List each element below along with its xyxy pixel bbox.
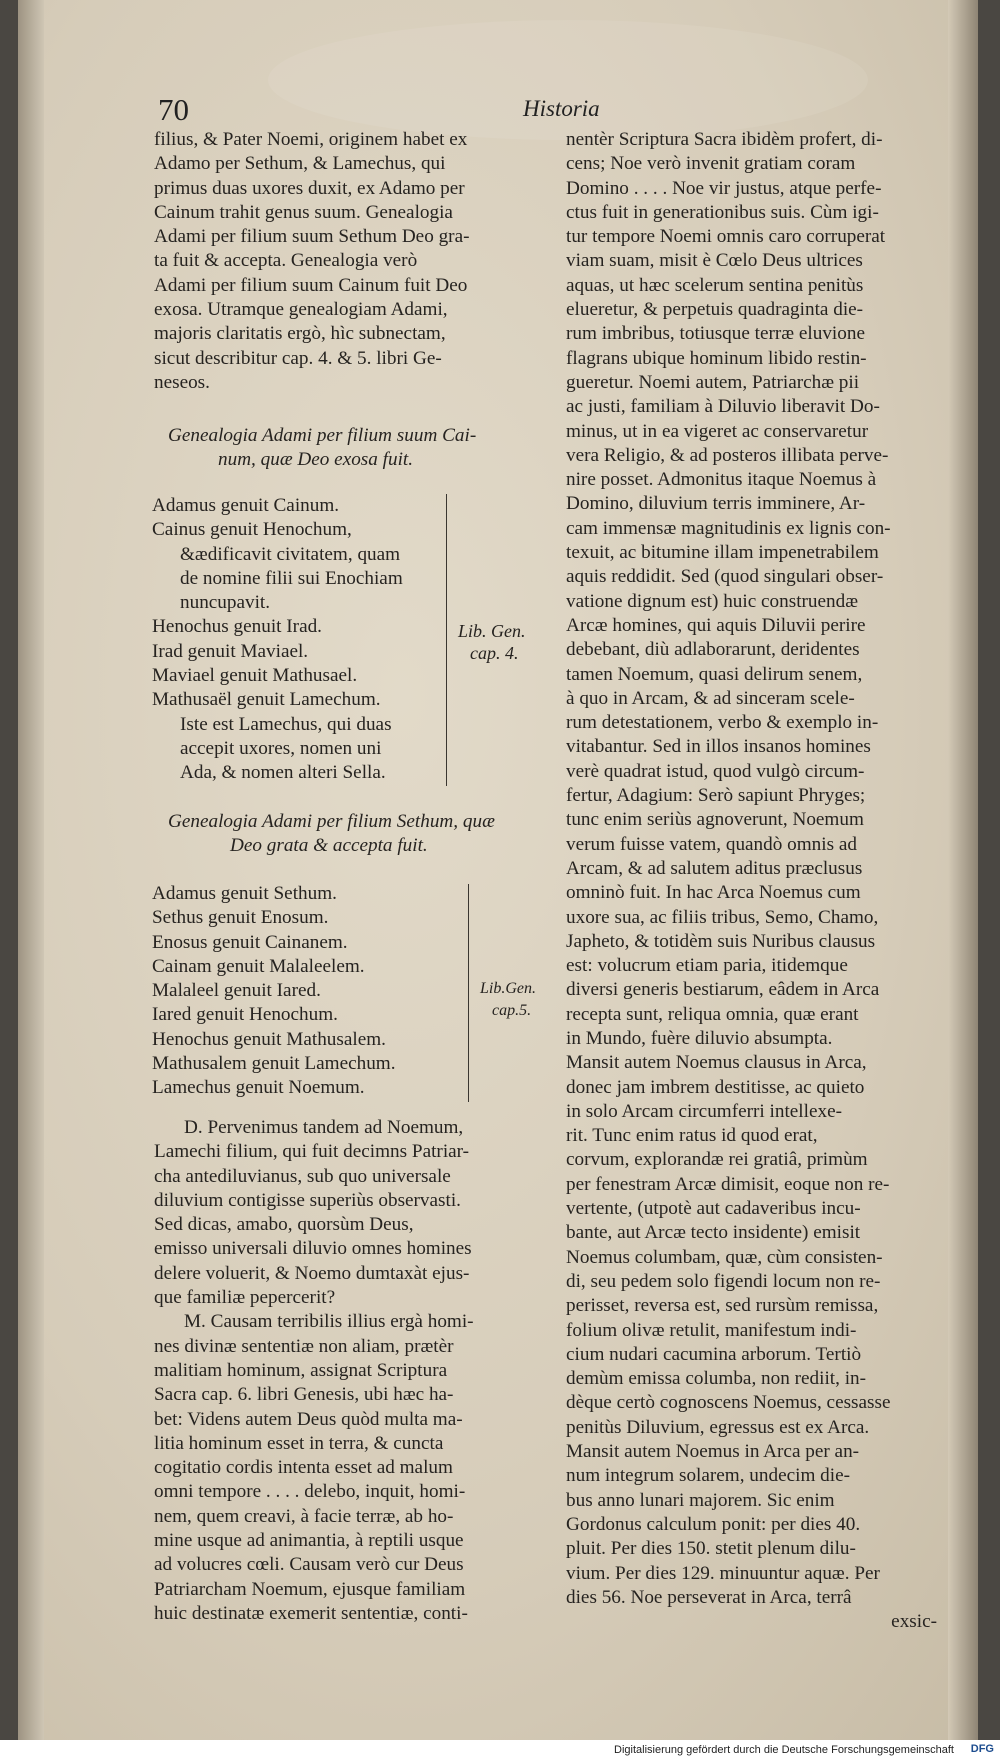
genealogy-row: Sethus genuit Enosum. (152, 907, 329, 929)
text-line: ctus fuit in generationibus suis. Cùm igi- (566, 201, 879, 223)
brace-label-line: cap. 4. (470, 643, 519, 663)
genealogy-row: Henochus genuit Irad. (152, 616, 322, 638)
text-line: minus, ut in ea vigeret ac conservaretur (566, 420, 869, 442)
text-line: Noemus columbam, quæ, cùm consisten- (566, 1246, 883, 1268)
text-line: cogitatio cordis intenta esset ad malum (154, 1457, 453, 1479)
text-line: Japheto, & totidèm suis Nuribus clausus (566, 930, 876, 952)
genealogy-row: Mathusalem genuit Lamechum. (152, 1053, 396, 1075)
genealogy-row: Cainam genuit Malaleelem. (152, 955, 365, 977)
brace (458, 884, 469, 1102)
text-line: uxore sua, ac filiis tribus, Semo, Chamo, (566, 906, 879, 928)
book-page (18, 0, 978, 1740)
text-line: bet: Videns autem Deus quòd multa ma- (154, 1408, 463, 1430)
genealogy-row: Adamus genuit Sethum. (152, 883, 337, 904)
text-line: tunc enim seriùs agnoverunt, Noemum (566, 809, 864, 831)
genealogy-row: nuncupavit. (180, 592, 271, 614)
text-line: cium nudari cacumina arborum. Tertiò (566, 1343, 862, 1365)
text-line: gueretur. Noemi autem, Patriarchæ pii (566, 371, 860, 393)
text-line: tamen Noemum, quasi delirum senem, (566, 663, 863, 685)
text-line: Gordonus calculum ponit: per dies 40. (566, 1513, 861, 1535)
genealogy-row: Mathusaël genuit Lamechum. (152, 689, 381, 711)
text-line: delere voluerit, & Noemo dumtaxàt ejus- (154, 1262, 470, 1284)
text-line: ac justi, familiam à Diluvio liberavit Do- (566, 396, 880, 418)
text-line: tur tempore Noemi omnis caro corruperat (566, 226, 886, 248)
running-head: Historia (523, 96, 600, 121)
text-line: fertur, Adagium: Serò sapiunt Phryges; (566, 785, 866, 807)
text-line: num integrum solarem, undecim die- (566, 1465, 851, 1487)
text-line: rit. Tunc enim ratus id quod erat, (566, 1125, 818, 1147)
genealogy-row: Lamechus genuit Noemum. (152, 1077, 365, 1099)
genealogy-row: accepit uxores, nomen uni (180, 737, 382, 759)
text-line: Domino . . . . Noe vir justus, atque perfe- (566, 177, 882, 199)
text-line: aquis reddidit. Sed (quod singulari obser- (566, 566, 884, 588)
genealogy-seth-list (152, 882, 396, 1101)
text-line: est: volucrum etiam paria, itidemque (566, 955, 848, 977)
text-line: per fenestram Arcæ dimisit, eoque non re- (566, 1173, 890, 1195)
genealogy-row: Ada, & nomen alteri Sella. (180, 762, 386, 784)
text-line: di, seu pedem solo figendi locum non re- (566, 1270, 881, 1292)
text-line: majoris claritatis ergò, hìc subnectam, (154, 323, 446, 345)
text-line: M. Causam terribilis illius ergà homi- (184, 1311, 474, 1333)
left-dialogue (154, 1116, 554, 1626)
text-line: bus anno lunari majorem. Sic enim (566, 1489, 835, 1511)
dfg-logo: DFG (970, 1743, 994, 1755)
genealogy-row: Enosus genuit Cainanem. (152, 931, 348, 953)
text-line: primus duas uxores duxit, ex Adamo per (154, 177, 465, 199)
genealogy-row: Adamus genuit Cainum. (152, 495, 340, 516)
text-line: vitabantur. Sed in illos insanos homines (566, 736, 871, 758)
text-line: debebant, diù adlaborarunt, deridentes (566, 639, 860, 661)
text-line: nem, quem creavi, à facie terræ, ab ho- (154, 1505, 454, 1527)
genealogy-row: Maviael genuit Mathusael. (152, 665, 358, 687)
text-line: texuit, ac bitumine illam impenetrabilem (566, 542, 879, 564)
text-line: recepta sunt, reliqua omnia, quæ erant (566, 1003, 859, 1025)
text-line: nire posset. Admonitus itaque Noemus à (566, 469, 877, 491)
text-line: nes divinæ sententiæ non aliam, prætèr (154, 1335, 454, 1357)
text-line: cens; Noe verò invenit gratiam coram (566, 153, 856, 175)
catchword: exsic- (891, 1611, 937, 1633)
text-line: corvum, explorandæ rei gratiâ, primùm (566, 1149, 868, 1171)
brace (436, 494, 447, 786)
text-line: D. Pervenimus tandem ad Noemum, (184, 1117, 464, 1138)
text-line: Adami per filium suum Sethum Deo gra- (154, 226, 470, 248)
genealogy-row: Iste est Lamechus, qui duas (180, 713, 392, 735)
genealogy-row: Cainus genuit Henochum, (152, 519, 352, 541)
text-line: vertente, (utpotè aut cadaveribus incu- (566, 1198, 861, 1220)
right-column (566, 128, 951, 1634)
brace-label (480, 978, 536, 1022)
text-line: pluit. Per dies 150. stetit plenum dilu- (566, 1538, 856, 1560)
genealogy-row: Irad genuit Maviael. (152, 640, 309, 662)
text-line: verè quadrat istud, quod vulgò circum- (566, 760, 865, 782)
text-line: in solo Arcam circumferri intellexe- (566, 1100, 842, 1122)
text-line: diversi generis bestiarum, eâdem in Arca (566, 979, 880, 1001)
text-line: huic destinatæ exemerit sententiæ, conti- (154, 1602, 468, 1624)
text-line: litia hominum esset in terra, & cuncta (154, 1432, 444, 1454)
genealogy-row: de nomine filii sui Enochiam (180, 567, 403, 589)
page-number: 70 (158, 92, 189, 127)
text-line: vatione dignum est) huic construendæ (566, 590, 859, 612)
genealogy-title-line: Genealogia Adami per filium Sethum, quæ (168, 811, 495, 832)
brace-label (458, 620, 526, 664)
text-line: Arcæ homines, qui aquis Diluvii perire (566, 614, 866, 636)
brace-label-line: Lib.Gen. (480, 980, 536, 997)
text-line: aquas, ut hæc scelerum sentina penitùs (566, 274, 864, 296)
paper-stain (268, 20, 868, 140)
text-line: cam immensæ magnitudinis ex lignis con- (566, 517, 891, 539)
footer-credit: Digitalisierung gefördert durch die Deutsche Forschungsgemeinschaft (614, 1744, 954, 1756)
text-line: exosa. Utramque genealogiam Adami, (154, 299, 448, 321)
text-line: diluvium contigisse superiùs observasti. (154, 1189, 461, 1211)
text-line: Cainum trahit genus suum. Genealogia (154, 201, 453, 223)
text-line: rum imbribus, totiusque terræ eluvione (566, 323, 865, 345)
text-line: malitiam hominum, assignat Scriptura (154, 1359, 448, 1381)
text-line: filius, & Pater Noemi, originem habet ex (154, 129, 468, 150)
text-line: perisset, reversa est, sed rursùm remissa, (566, 1295, 879, 1317)
text-line: viam suam, misit è Cœlo Deus ultrices (566, 250, 863, 272)
text-line: verum fuisse vatem, quandò omnis ad (566, 833, 857, 855)
text-line: Patriarcham Noemum, ejusque familiam (154, 1578, 466, 1600)
text-line: dies 56. Noe perseverat in Arca, terrâ (566, 1586, 852, 1608)
text-line: elueretur, & perpetuis quadraginta die- (566, 299, 864, 321)
text-line: Adamo per Sethum, & Lamechus, qui (154, 153, 446, 175)
text-line: emisso universali diluvio omnes homines (154, 1238, 472, 1260)
left-intro (154, 128, 554, 395)
text-line: omni tempore . . . . delebo, inquit, homi- (154, 1481, 466, 1503)
text-line: bante, aut Arcæ tecto insidente) emisit (566, 1222, 861, 1244)
text-line: nentèr Scriptura Sacra ibidèm profert, di- (566, 129, 883, 150)
genealogy-title-line: Deo grata & accepta fuit. (230, 835, 428, 857)
text-line: Mansit autem Noemus clausus in Arca, (566, 1052, 867, 1074)
text-line: Lamechi filium, qui fuit decimns Patriar- (154, 1141, 470, 1163)
genealogy-title-line: Genealogia Adami per filium suum Cai- (168, 425, 477, 446)
digitization-footer (0, 1740, 1000, 1763)
text-line: que familiæ pepercerit? (154, 1287, 336, 1309)
text-line: neseos. (154, 371, 210, 393)
genealogy-row: Malaleel genuit Iared. (152, 980, 321, 1002)
text-line: vera Religio, & ad posteros illibata perve- (566, 444, 889, 466)
text-line: penitùs Diluvium, egressus est ex Arca. (566, 1416, 870, 1438)
genealogy-title-line: num, quæ Deo exosa fuit. (218, 449, 414, 471)
text-line: rum detestationem, verbo & exemplo in- (566, 712, 879, 734)
text-line: sicut describitur cap. 4. & 5. libri Ge- (154, 347, 442, 369)
text-line: in Mundo, fuère diluvio absumpta. (566, 1027, 833, 1049)
text-line: vium. Per dies 129. minuuntur aquæ. Per (566, 1562, 880, 1584)
genealogy-row: Henochus genuit Mathusalem. (152, 1028, 386, 1050)
text-line: folium olivæ retulit, manifestum indi- (566, 1319, 857, 1341)
genealogy-row: Iared genuit Henochum. (152, 1004, 338, 1026)
text-line: Arcam, & ad salutem aditus præclusus (566, 857, 863, 879)
text-line: à quo in Arcam, & ad sinceram scele- (566, 687, 855, 709)
genealogy-cain-list (152, 494, 403, 786)
text-line: cha antediluvianus, sub quo universale (154, 1165, 451, 1187)
genealogy-cain-title (154, 424, 568, 473)
text-line: Domino, diluvium terris imminere, Ar- (566, 493, 866, 515)
text-line: flagrans ubique hominum libido restin- (566, 347, 867, 369)
text-line: ta fuit & accepta. Genealogia verò (154, 250, 418, 272)
genealogy-row: &ædificavit civitatem, quam (180, 543, 401, 565)
text-line: dèque certò cognoscens Noemus, cessasse (566, 1392, 891, 1414)
brace-label-line: Lib. Gen. (458, 621, 526, 641)
genealogy-seth-title (154, 810, 568, 859)
text-line: donec jam imbrem destitisse, ac quieto (566, 1076, 865, 1098)
text-line: demùm emissa columba, non rediit, in- (566, 1368, 867, 1390)
text-line: Sacra cap. 6. libri Genesis, ubi hæc ha- (154, 1384, 454, 1406)
text-line: Sed dicas, amabo, quorsùm Deus, (154, 1214, 414, 1236)
text-line: Adami per filium suum Cainum fuit Deo (154, 274, 468, 296)
text-line: mine usque ad animantia, à reptili usque (154, 1530, 464, 1552)
text-line: ad volucres cœli. Causam verò cur Deus (154, 1554, 464, 1576)
brace-label-line: cap.5. (492, 1002, 532, 1019)
text-line: omninò fuit. In hac Arca Noemus cum (566, 882, 861, 904)
text-line: Mansit autem Noemus in Arca per an- (566, 1441, 860, 1463)
